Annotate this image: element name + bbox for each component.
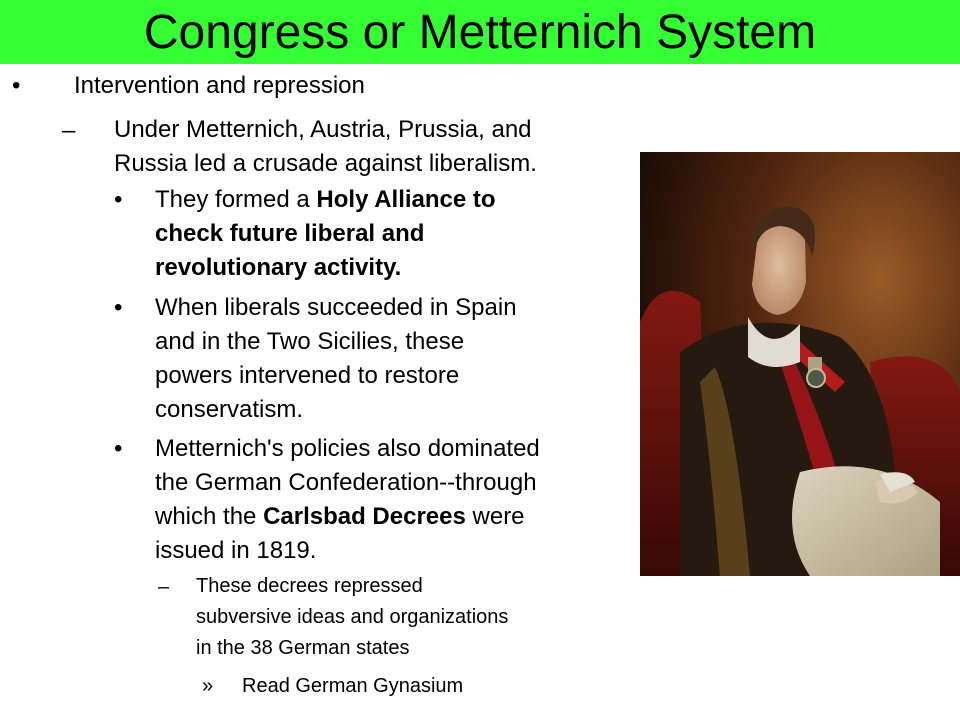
confederation-line-1: Metternich's policies also dominated <box>155 435 540 462</box>
gymnasium-text: Read German Gynasium <box>242 675 464 697</box>
decrees-line-3: in the 38 German states <box>196 637 410 659</box>
dash-l2: – <box>62 117 76 144</box>
bullet-l1: • <box>12 72 21 99</box>
confederation-line-2: the German Confederation--through <box>155 469 537 496</box>
carlsbad-intro: which the <box>155 503 264 530</box>
bullet-german-confederation: • <box>114 435 123 462</box>
spain-line-4: conservatism. <box>155 396 304 423</box>
holy-alliance-line-3: revolutionary activity. <box>155 254 402 281</box>
metternich-portrait <box>640 152 960 576</box>
holy-alliance-bold: Holy Alliance to <box>316 186 496 213</box>
point-intervention: Intervention and repression <box>74 72 365 99</box>
spain-line-1: When liberals succeeded in Spain <box>155 294 517 321</box>
carlsbad-decrees-bold: Carlsbad Decrees <box>263 503 466 530</box>
sub-point-line-2: Russia led a crusade against liberalism. <box>114 150 537 177</box>
holy-alliance-intro: They formed a <box>155 186 317 213</box>
slide-title: Congress or Metternich System <box>143 6 817 59</box>
spain-line-3: powers intervened to restore <box>155 362 460 389</box>
confederation-line-4: issued in 1819. <box>155 537 317 564</box>
sub-point-line-1: Under Metternich, Austria, Prussia, and <box>114 116 532 143</box>
carlsbad-outro: were <box>465 503 525 530</box>
decrees-line-1: These decrees repressed <box>196 575 423 597</box>
holy-alliance-line-2: check future liberal and <box>155 220 425 247</box>
holy-alliance-line-1 <box>155 183 496 217</box>
spain-line-2: and in the Two Sicilies, these <box>155 328 465 355</box>
dash-decrees: – <box>158 576 170 598</box>
raquo-gymnasium: » <box>202 675 214 697</box>
bullet-holy-alliance: • <box>114 186 123 213</box>
bullet-spain: • <box>114 294 123 321</box>
portrait-painting-icon <box>640 152 960 576</box>
confederation-line-3 <box>155 500 525 534</box>
decrees-line-2: subversive ideas and organizations <box>196 606 509 628</box>
